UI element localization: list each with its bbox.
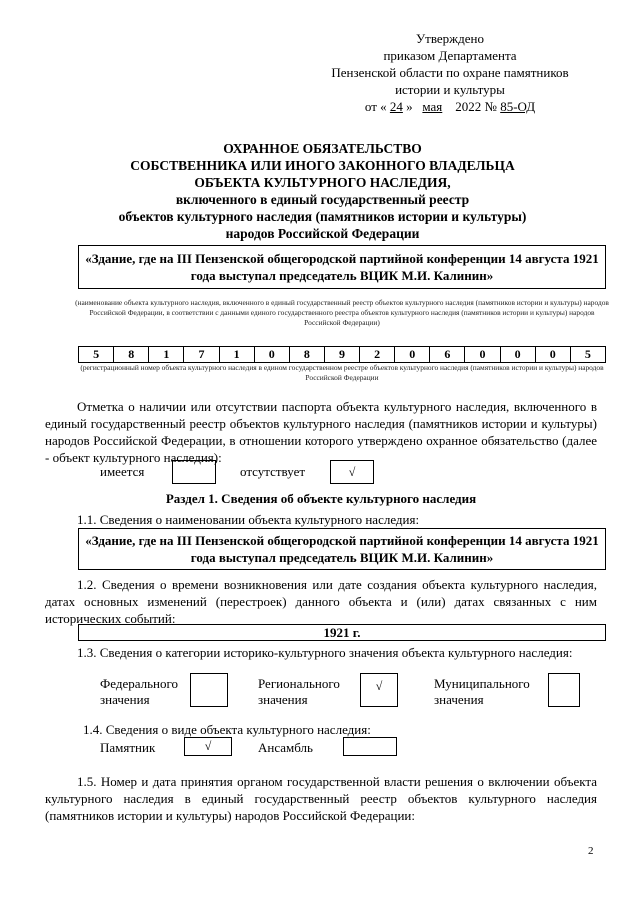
reg-digit: 9 — [324, 347, 359, 363]
section-1-5: 1.5. Номер и дата принятия органом государственной власти решения о включении объекта культурного наследия в единый государственный реестр объектов культурного наследия (памятников истории и культуры) народов Российской Федерации: — [45, 774, 597, 823]
category-federal-checkbox[interactable] — [190, 673, 228, 707]
section-heading: Раздел 1. Сведения об объекте культурного наследия — [165, 491, 477, 506]
section-1-4: 1.4. Сведения о виде объекта культурного наследия: — [83, 722, 371, 737]
passport-has-checkbox[interactable] — [172, 460, 216, 484]
title-line: ОБЪЕКТА КУЛЬТУРНОГО НАСЛЕДИЯ, — [194, 175, 451, 190]
date-mid: » — [406, 99, 413, 114]
approval-line: приказом Департамента — [383, 48, 517, 63]
date-day: 24 — [389, 99, 403, 114]
kind-ensemble-label: Ансамбль — [258, 740, 313, 755]
approval-line: Пензенской области по охране памятников — [331, 65, 569, 80]
date-month: мая — [422, 99, 443, 114]
document-title — [40, 140, 605, 242]
kind-monument-checkbox[interactable]: √ — [184, 737, 232, 756]
registration-number — [78, 346, 606, 363]
object-name-box: «Здание, где на III Пензенской общегородской партийной конференции 14 августа 1921 года выступал председатель ВЦИК М.И. Калинин» — [78, 245, 606, 289]
approval-block — [300, 30, 600, 115]
kind-ensemble-checkbox[interactable] — [343, 737, 397, 756]
reg-digit: 0 — [535, 347, 570, 363]
object-name-box-2: «Здание, где на III Пензенской общегородской партийной конференции 14 августа 1921 года выступал председатель ВЦИК М.И. Калинин» — [78, 528, 606, 570]
section-1-3: 1.3. Сведения о категории историко-культурного значения объекта культурного наследия: — [77, 645, 573, 660]
reg-digit: 2 — [360, 347, 395, 363]
category-municipal-checkbox[interactable] — [548, 673, 580, 707]
approval-date — [300, 98, 600, 115]
kind-monument-label: Памятник — [100, 740, 156, 755]
reg-digit: 1 — [219, 347, 254, 363]
passport-absent-checkbox[interactable]: √ — [330, 460, 374, 484]
category-regional-label: Регионального значения — [258, 676, 340, 707]
reg-number-caption: (регистрационный номер объекта культурного наследия в едином государственном реестре объектов культурного наследия (памятников истории и культуры) народов Российской Федерации — [80, 363, 604, 382]
reg-digit: 5 — [570, 347, 605, 363]
reg-digit: 0 — [395, 347, 430, 363]
title-line: ОХРАННОЕ ОБЯЗАТЕЛЬСТВО — [223, 141, 422, 156]
object-name-caption: (наименование объекта культурного наследия, включенного в единый государственный реестр объектов культурного наследия (памятников истории и культуры) народов Российской Федерации, в соответствии с данными единого государственного реестра объектов культурного наследия (памятников истории и культуры) народов Российской Федерации) — [75, 298, 609, 327]
approval-line: Утверждено — [415, 31, 485, 46]
page-number: 2 — [588, 845, 594, 857]
reg-digit: 7 — [184, 347, 219, 363]
reg-digit: 5 — [79, 347, 114, 363]
reg-digit: 1 — [149, 347, 184, 363]
section-1-2: 1.2. Сведения о времени возникновения или дате создания объекта культурного наследия, датах основных изменений (перестроек) данного объекта и (или) датах связанных с ним исторических событий: — [45, 577, 597, 626]
passport-has-label: имеется — [100, 464, 145, 479]
title-line: включенного в единый государственный реестр — [175, 192, 470, 207]
category-regional-checkbox[interactable]: √ — [360, 673, 398, 707]
title-line: объектов культурного наследия (памятников истории и культуры) — [118, 209, 527, 224]
title-line: народов Российской Федерации — [225, 226, 420, 241]
title-line: СОБСТВЕННИКА ИЛИ ИНОГО ЗАКОННОГО ВЛАДЕЛЬЦА — [130, 158, 515, 173]
category-municipal-label: Муниципального значения — [434, 676, 530, 707]
passport-paragraph: Отметка о наличии или отсутствии паспорта объекта культурного наследия, включенного в единый государственный реестр объектов культурного наследия (памятников истории и культуры) народов Российской Федерации, в отношении которого утверждено охранное обязательство (далее - объект культурного наследия): — [45, 399, 597, 465]
reg-digit: 0 — [500, 347, 535, 363]
passport-absent-label: отсутствует — [240, 464, 306, 479]
section-1-1: 1.1. Сведения о наименовании объекта культурного наследия: — [77, 512, 420, 527]
reg-digit: 0 — [254, 347, 289, 363]
reg-digit: 8 — [289, 347, 324, 363]
reg-digit: 8 — [114, 347, 149, 363]
creation-year-box: 1921 г. — [78, 624, 606, 641]
date-year: 2022 № — [455, 99, 497, 114]
reg-digit: 0 — [465, 347, 500, 363]
date-prefix: от « — [364, 99, 387, 114]
approval-line: истории и культуры — [395, 82, 505, 97]
category-federal-label: Федерального значения — [100, 676, 179, 707]
reg-digit: 6 — [430, 347, 465, 363]
order-number: 85-ОД — [500, 99, 536, 114]
